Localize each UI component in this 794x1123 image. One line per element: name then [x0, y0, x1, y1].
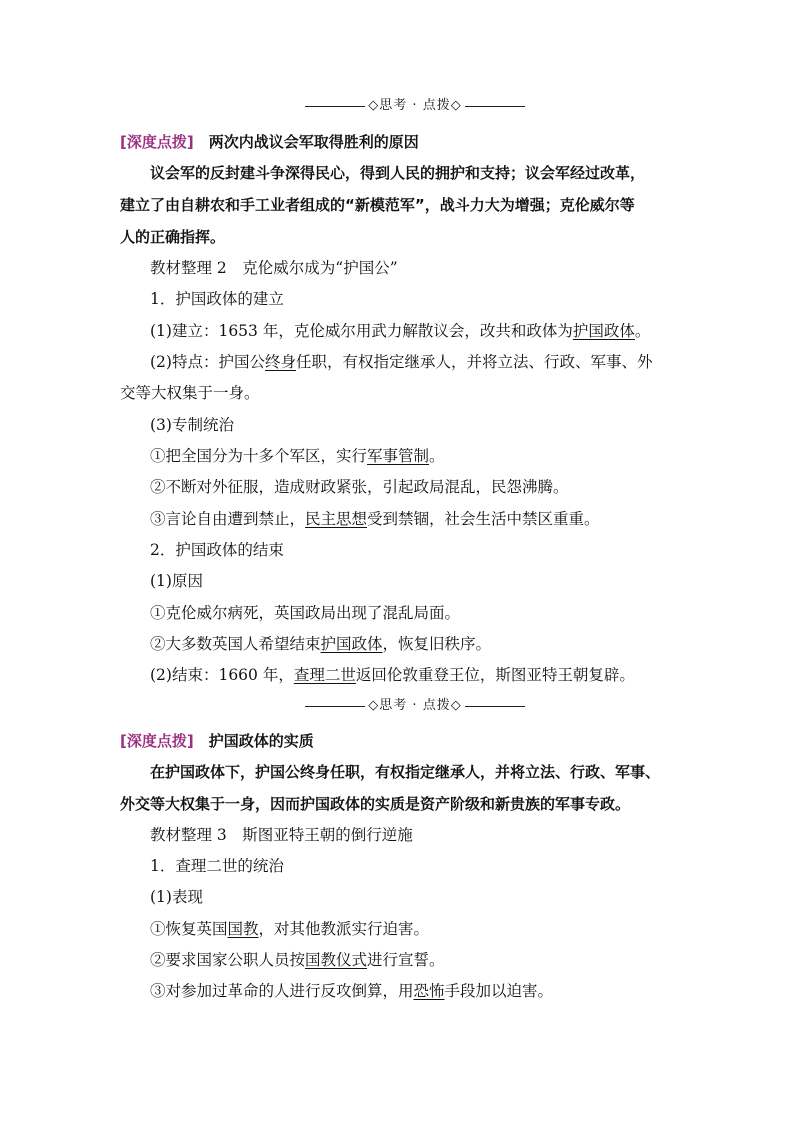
text-line: ②大多数英国人希望结束护国政体，恢复旧秩序。: [150, 635, 492, 653]
text-line: ①恢复英国国教，对其他教派实行迫害。: [150, 920, 430, 938]
blank-answer: 终身: [264, 353, 296, 371]
divider-label: 思考 · 点拨: [379, 698, 451, 713]
deep-point-heading: [120, 731, 680, 751]
section-heading: 教材整理 2 克伦威尔成为“护国公”: [150, 259, 398, 277]
blank-answer: 国教仪式: [305, 951, 368, 969]
para-line: 外交等大权集于一身，因而护国政体的实质是资产阶级和新贵族的军事专政。: [120, 795, 631, 813]
blank-answer: 国教: [227, 920, 259, 938]
text-line: (1)原因: [150, 572, 203, 590]
divider-label: 思考 · 点拨: [379, 98, 451, 113]
blank-answer: 民主思想: [305, 510, 368, 528]
blank-answer: 恐怖: [413, 982, 445, 1000]
text-line: 交等大权集于一身。: [120, 384, 260, 402]
text-line: ①克伦威尔病死，英国政局出现了混乱局面。: [150, 604, 461, 622]
deep-point-title: 护国政体的实质: [208, 732, 314, 750]
deep-point-tag: [深度点拨]: [120, 133, 194, 151]
section-heading: 教材整理 3 斯图亚特王朝的倒行逆施: [150, 826, 413, 844]
blank-answer: 查理二世: [293, 666, 356, 684]
text-line: ②要求国家公职人员按国教仪式进行宣誓。: [150, 951, 445, 969]
text-line: ②不断对外征服，造成财政紧张，引起政局混乱，民怨沸腾。: [150, 478, 569, 496]
blank-answer: 护国政体: [320, 635, 383, 653]
section-divider: ◇思考 · 点拨◇: [300, 96, 530, 116]
text-line: (2)结束：1660 年，查理二世返回伦敦重登王位，斯图亚特王朝复辟。: [150, 666, 635, 684]
text-line: (2)特点：护国公终身任职，有权指定继承人，并将立法、行政、军事、外: [150, 353, 653, 371]
para-line: 人的正确指挥。: [120, 228, 226, 246]
para-line: 建立了由自耕农和手工业者组成的“新模范军”，战斗力大为增强；克伦威尔等: [120, 196, 635, 214]
text-line: ③言论自由遭到禁止，民主思想受到禁锢，社会生活中禁区重重。: [150, 510, 600, 528]
para-line: 在护国政体下，护国公终身任职，有权指定继承人，并将立法、行政、军事、: [150, 763, 661, 781]
text-line: ①把全国分为十多个军区，实行军事管制。: [150, 447, 445, 465]
blank-answer: 军事管制: [367, 447, 430, 465]
text-line: ③对参加过革命的人进行反攻倒算，用恐怖手段加以迫害。: [150, 982, 554, 1000]
section-divider: ◇思考 · 点拨◇: [300, 696, 530, 716]
subheading: 2．护国政体的结束: [150, 541, 284, 559]
subheading: 1．护国政体的建立: [150, 290, 284, 308]
deep-point-tag: [深度点拨]: [120, 732, 194, 750]
deep-point-title: 两次内战议会军取得胜利的原因: [208, 133, 419, 151]
text-line: (1)建立：1653 年，克伦威尔用武力解散议会，改共和政体为护国政体。: [150, 322, 651, 340]
text-line: (1)表现: [150, 888, 203, 906]
para-line: 议会军的反封建斗争深得民心，得到人民的拥护和支持；议会军经过改革，: [150, 164, 646, 182]
blank-answer: 护国政体: [572, 322, 635, 340]
deep-point-heading: [120, 132, 680, 152]
text-line: (3)专制统治: [150, 416, 234, 434]
subheading: 1．查理二世的统治: [150, 857, 284, 875]
